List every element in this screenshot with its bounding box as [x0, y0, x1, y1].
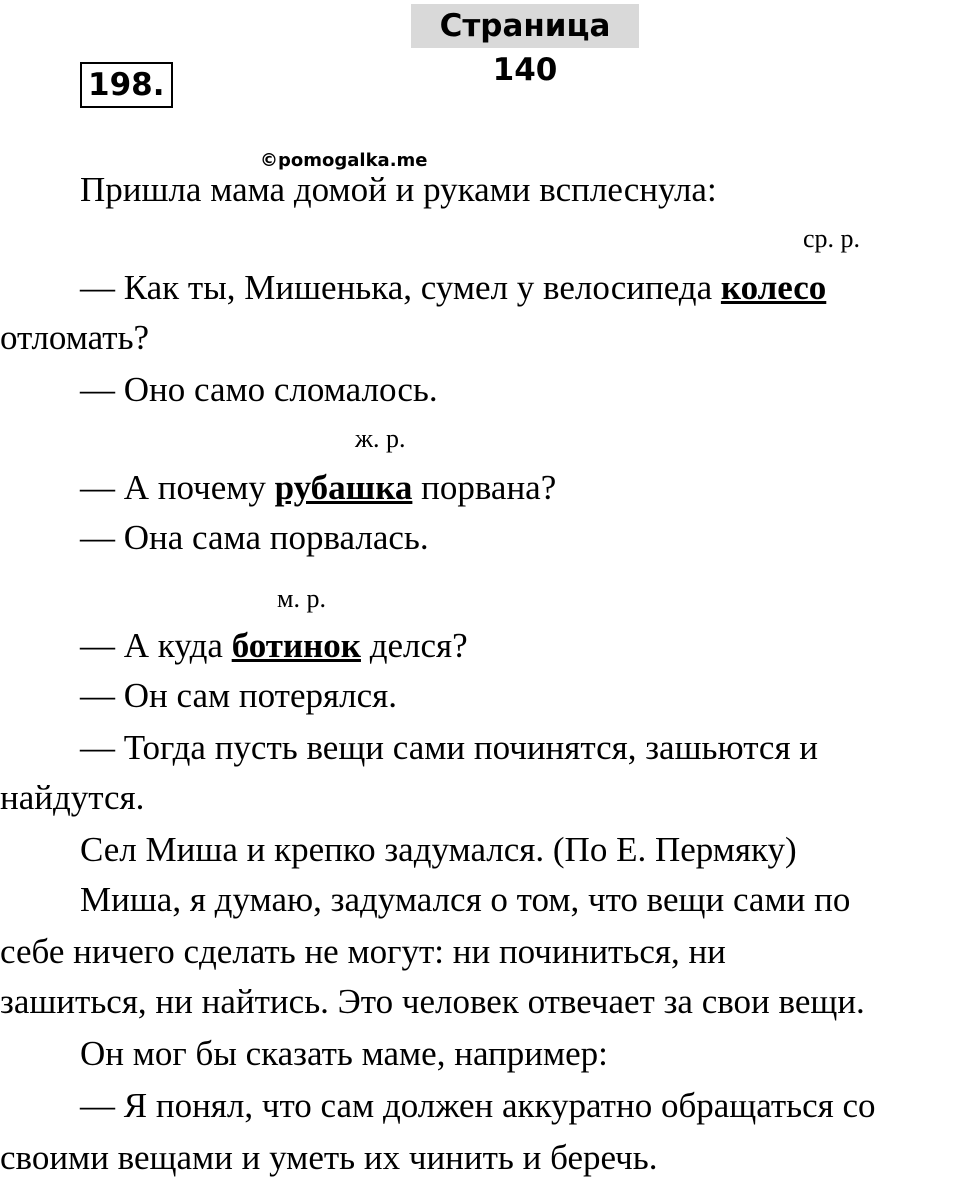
keyword-noun: ботинок	[231, 626, 361, 665]
text-line: — Тогда пусть вещи сами починятся, зашьются и	[80, 728, 819, 767]
text-line: Он мог бы сказать маме, например:	[80, 1034, 608, 1073]
gender-label: ж. р.	[355, 424, 406, 453]
text-line: Миша, я думаю, задумался о том, что вещи сами по	[80, 880, 851, 919]
text-line: найдутся.	[0, 778, 145, 817]
text-segment: порвана?	[412, 468, 557, 507]
text-line: — Оно само сломалось.	[80, 370, 438, 409]
text-line: — Я понял, что сам должен аккуратно обращаться со	[80, 1086, 876, 1125]
text-line	[80, 268, 826, 308]
page-title: Страница 140	[411, 4, 639, 48]
text-segment: — Как ты, Мишенька, сумел у велосипеда	[80, 268, 721, 307]
text-line	[80, 468, 556, 508]
keyword-noun: колесо	[720, 268, 827, 307]
watermark: ©pomogalka.me	[260, 150, 428, 171]
text-segment: — А почему	[80, 468, 275, 507]
text-line	[80, 626, 468, 666]
exercise-number: 198.	[80, 62, 173, 108]
text-line: своими вещами и уметь их чинить и беречь.	[0, 1138, 658, 1177]
text-line: себе ничего сделать не могут: ни починиться, ни	[0, 932, 726, 971]
text-segment: — А куда	[80, 626, 232, 665]
gender-label: м. р.	[277, 584, 326, 613]
text-line: зашиться, ни найтись. Это человек отвечает за свои вещи.	[0, 982, 865, 1021]
text-line: Пришла мама домой и руками всплеснула:	[80, 170, 717, 209]
gender-label: ср. р.	[803, 224, 861, 253]
text-line: Сел Миша и крепко задумался. (По Е. Пермяку)	[80, 830, 797, 869]
text-segment: делся?	[360, 626, 468, 665]
text-line: отломать?	[0, 318, 150, 357]
keyword-noun: рубашка	[274, 468, 413, 507]
text-line: — Она сама порвалась.	[80, 518, 429, 557]
text-line: — Он сам потерялся.	[80, 676, 397, 715]
